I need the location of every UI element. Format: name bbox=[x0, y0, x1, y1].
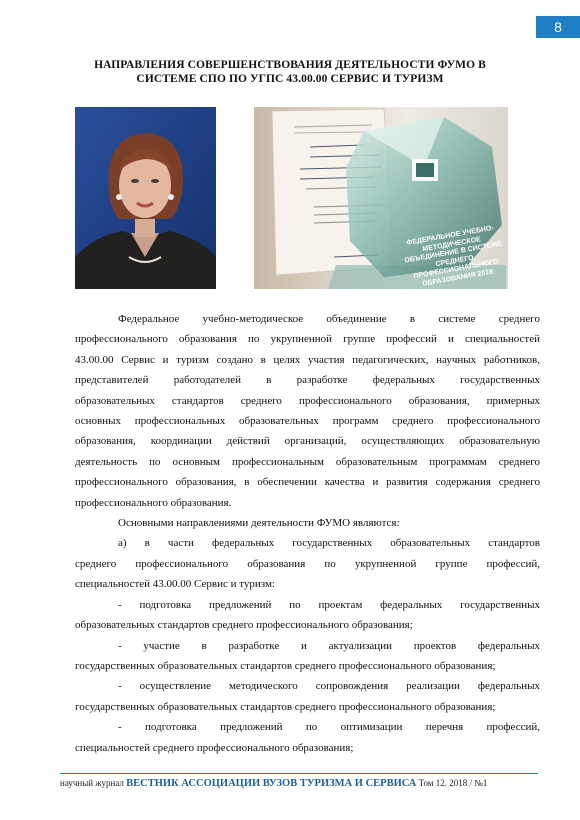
text-line: деятельность по основным профессиональным образовательным программам среднего bbox=[75, 455, 540, 468]
journal-name: ВЕСТНИК АССОЦИАЦИИ ВУЗОВ ТУРИЗМА И СЕРВИСА bbox=[126, 778, 417, 789]
text-line: образовательных стандартов среднего профессионального образования, примерных bbox=[75, 394, 540, 407]
text-line: государственных образовательных стандартов среднего профессионального образования; bbox=[75, 700, 496, 713]
text-line: профессионального образования по укрупненной группе профессий и специальностей bbox=[75, 333, 540, 346]
paragraph-directions bbox=[75, 513, 540, 533]
text-line: специальностей 43.00.00 Сервис и туризм: bbox=[75, 578, 275, 591]
list-item bbox=[75, 636, 540, 677]
section-a bbox=[75, 533, 540, 594]
journal-issue: Том 12. 2018 / №1 bbox=[416, 778, 488, 788]
text-line: - подготовка предложений по проектам федеральных государственных bbox=[118, 598, 540, 611]
text-line: профессионального образования. bbox=[75, 496, 232, 509]
list-item bbox=[75, 595, 540, 636]
text-line: Основными направлениями деятельности ФУМО являются: bbox=[118, 517, 400, 530]
author-portrait bbox=[75, 107, 216, 289]
award-glass-caption: ФЕДЕРАЛЬНОЕ УЧЕБНО-МЕТОДИЧЕСКОЕ ОБЪЕДИНЕНИЕ В СИСТЕМЕ СРЕДНЕГО ПРОФЕССИОНАЛЬНОГО ОБРАЗОВАНИЯ 2018 bbox=[403, 224, 503, 288]
text-line: а) в части федеральных государственных образовательных стандартов bbox=[118, 537, 540, 550]
text-line: основных профессиональных образовательных программ среднего профессионального bbox=[75, 415, 540, 428]
portrait-illustration bbox=[75, 107, 216, 289]
award-glass-text bbox=[254, 107, 508, 289]
award-photo bbox=[254, 107, 508, 289]
article-title bbox=[60, 58, 520, 86]
text-line: - участие в разработке и актуализации проектов федеральных bbox=[118, 639, 540, 652]
paragraph-intro bbox=[75, 309, 540, 513]
text-line: специальностей среднего профессионального образования; bbox=[75, 741, 354, 754]
title-line-2: СИСТЕМЕ СПО ПО УГПС 43.00.00 СЕРВИС И ТУРИЗМ bbox=[136, 73, 444, 85]
footer-divider bbox=[60, 773, 538, 774]
text-line: 43.00.00 Сервис и туризм создано в целях участия педагогических, научных работников, bbox=[75, 353, 540, 366]
text-line: - осуществление методического сопровождения реализации федеральных bbox=[118, 680, 540, 693]
text-line: среднего профессионального образования по укрупненной группе профессий, bbox=[75, 557, 540, 570]
title-line-1: НАПРАВЛЕНИЯ СОВЕРШЕНСТВОВАНИЯ ДЕЯТЕЛЬНОСТИ ФУМО В bbox=[94, 59, 486, 71]
text-line: образовательных стандартов среднего профессионального образования; bbox=[75, 619, 413, 632]
text-line: образования, координации действий организаций, осуществляющих образовательную bbox=[75, 435, 540, 448]
text-line: государственных образовательных стандартов среднего профессионального образования; bbox=[75, 659, 496, 672]
text-line: Федеральное учебно-методическое объединение в системе среднего bbox=[118, 313, 540, 325]
article-body bbox=[75, 309, 540, 758]
page-number: 8 bbox=[536, 16, 580, 38]
list-item bbox=[75, 676, 540, 717]
footer-prefix: научный журнал bbox=[60, 778, 127, 788]
text-line: профессионального образования, в обеспечении качества и развития содержания среднего bbox=[75, 476, 540, 489]
list-item bbox=[75, 717, 540, 758]
text-line: - подготовка предложений по оптимизации перечня профессий, bbox=[118, 721, 540, 734]
footer bbox=[60, 777, 538, 790]
text-line: представителей работодателей в разработке федеральных государственных bbox=[75, 374, 540, 387]
